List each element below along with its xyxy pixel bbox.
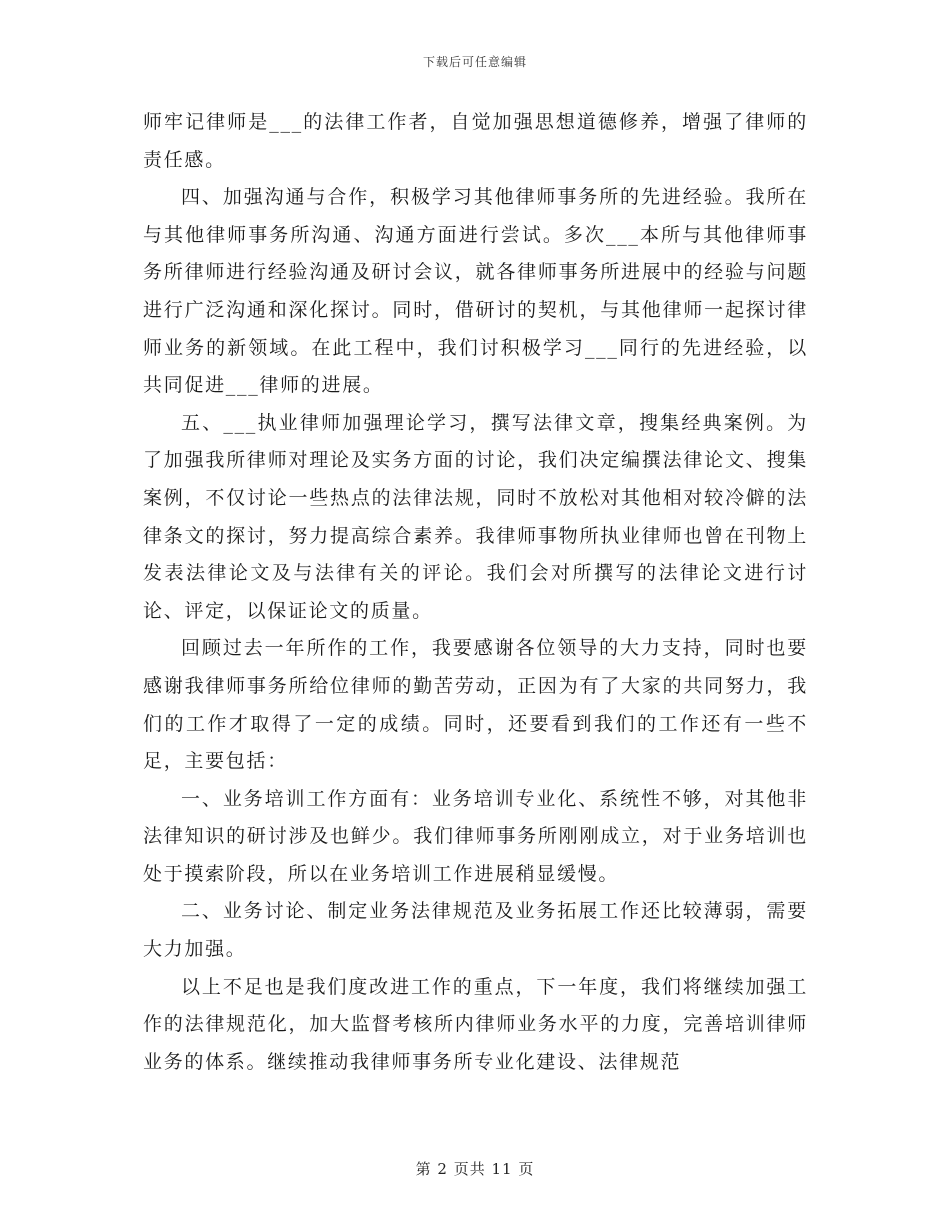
paragraph: 师牢记律师是___的法律工作者，自觉加强思想道德修养，增强了律师的责任感。 (143, 111, 808, 171)
page-number-footer: 第 2 页共 11 页 (415, 1160, 535, 1178)
paragraph: 以上不足也是我们度改进工作的重点，下一年度，我们将继续加强工作的法律规范化，加大监督考核所内律师业务水平的力度，完善培训律师业务的体系。继续推动我律师事务所专业化建设、法律规范 (143, 975, 808, 1073)
paragraph: 回顾过去一年所作的工作，我要感谢各位领导的大力支持，同时也要感谢我律师事务所给位律师的勤苦劳动，正因为有了大家的共同努力，我们的工作才取得了一定的成绩。同时，还要看到我们的工作还有一些不足，主要包括： (143, 637, 808, 773)
paragraph: 四、加强沟通与合作，积极学习其他律师事务所的先进经验。我所在与其他律师事务所沟通、沟通方面进行尝试。多次___本所与其他律师事务所律师进行经验沟通及研讨会议，就各律师事务所进展中的经验与问题进行广泛沟通和深化探讨。同时，借研讨的契机，与其他律师一起探讨律师业务的新领域。在此工程中，我们讨积极学习___同行的先进经验，以共同促进___律师的进展。 (143, 186, 808, 397)
paragraph: 五、___执业律师加强理论学习，撰写法律文章，搜集经典案例。为了加强我所律师对理论及实务方面的讨论，我们决定编撰法律论文、搜集案例，不仅讨论一些热点的法律法规，同时不放松对其他相对较冷僻的法律条文的探讨，努力提高综合素养。我律师事物所执业律师也曾在刊物上发表法律论文及与法律有关的评论。我们会对所撰写的法律论文进行讨论、评定，以保证论文的质量。 (143, 411, 808, 622)
header-note: 下载后可任意编辑 (422, 55, 527, 69)
document-body (143, 104, 808, 1081)
paragraph: 二、业务讨论、制定业务法律规范及业务拓展工作还比较薄弱，需要大力加强。 (143, 900, 808, 961)
paragraph: 一、业务培训工作方面有：业务培训专业化、系统性不够，对其他非法律知识的研讨涉及也鲜少。我们律师事务所刚刚成立，对于业务培训也处于摸索阶段，所以在业务培训工作进展稍显缓慢。 (143, 787, 808, 885)
